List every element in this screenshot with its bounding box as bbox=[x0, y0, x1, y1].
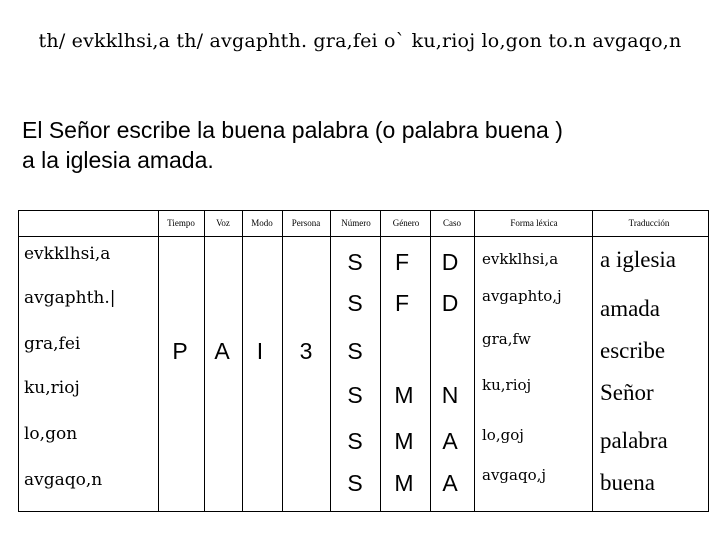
col-divider bbox=[474, 210, 475, 512]
translation-cell: Señor bbox=[600, 380, 654, 405]
numero-cell: S bbox=[347, 290, 363, 316]
header-modo: Modo bbox=[251, 218, 273, 228]
greek-word: evkklhsi,a bbox=[24, 244, 111, 264]
lexical-form: gra,fw bbox=[482, 330, 531, 348]
numero-cell: S bbox=[347, 249, 363, 275]
genero-cell: M bbox=[394, 382, 414, 408]
greek-word: avgaphth.| bbox=[24, 288, 116, 308]
genero-cell: M bbox=[394, 428, 414, 454]
col-divider bbox=[380, 210, 381, 512]
translation-line-1: El Señor escribe la buena palabra (o palabra buena ) bbox=[22, 117, 563, 143]
translation-cell: buena bbox=[600, 470, 655, 495]
lexical-form: avgaphto,j bbox=[482, 287, 562, 305]
greek-word: gra,fei bbox=[24, 334, 81, 354]
translation-cell: palabra bbox=[600, 428, 668, 453]
header-traduccion: Traducción bbox=[628, 218, 670, 228]
translation-cell: amada bbox=[600, 296, 661, 321]
greek-word: lo,gon bbox=[24, 424, 78, 444]
header-caso: Caso bbox=[443, 218, 461, 228]
translation-line-2: a la iglesia amada. bbox=[22, 147, 214, 173]
col-divider bbox=[430, 210, 431, 512]
spanish-translation bbox=[22, 115, 702, 175]
voz-cell: A bbox=[214, 338, 230, 364]
tiempo-cell: P bbox=[172, 338, 188, 364]
numero-cell: S bbox=[347, 428, 363, 454]
caso-cell: D bbox=[441, 249, 459, 275]
header-divider bbox=[18, 236, 709, 237]
header-voz: Voz bbox=[216, 218, 230, 228]
caso-cell: A bbox=[442, 428, 458, 454]
header-numero: Número bbox=[341, 218, 371, 228]
lexical-form: ku,rioj bbox=[482, 376, 532, 394]
col-divider bbox=[592, 210, 593, 512]
numero-cell: S bbox=[347, 338, 363, 364]
greek-word: ku,rioj bbox=[24, 378, 80, 398]
sentence-heading: th/ evkklhsi,a th/ avgaphth. gra,fei o` ku,rioj lo,gon to.n avgaqo,n bbox=[38, 30, 682, 52]
lexical-form: lo,goj bbox=[482, 426, 524, 444]
greek-word: avgaqo,n bbox=[24, 470, 103, 490]
caso-cell: A bbox=[442, 470, 458, 496]
col-divider bbox=[330, 210, 331, 512]
translation-cell: a iglesia bbox=[600, 247, 676, 272]
genero-cell: M bbox=[394, 470, 414, 496]
caso-cell: N bbox=[441, 382, 459, 408]
modo-cell: I bbox=[256, 338, 264, 364]
numero-cell: S bbox=[347, 470, 363, 496]
numero-cell: S bbox=[347, 382, 363, 408]
translation-cell: escribe bbox=[600, 338, 666, 363]
col-divider bbox=[282, 210, 283, 512]
col-divider bbox=[158, 210, 159, 512]
lexical-form: avgaqo,j bbox=[482, 466, 547, 484]
genero-cell: F bbox=[394, 249, 410, 275]
header-tiempo: Tiempo bbox=[167, 218, 195, 228]
caso-cell: D bbox=[441, 290, 459, 316]
genero-cell: F bbox=[394, 290, 410, 316]
header-forma-lexica: Forma léxica bbox=[510, 218, 558, 228]
header-persona: Persona bbox=[291, 218, 321, 228]
lexical-form: evkklhsi,a bbox=[482, 250, 559, 268]
header-genero: Género bbox=[392, 218, 420, 228]
persona-cell: 3 bbox=[299, 338, 313, 364]
